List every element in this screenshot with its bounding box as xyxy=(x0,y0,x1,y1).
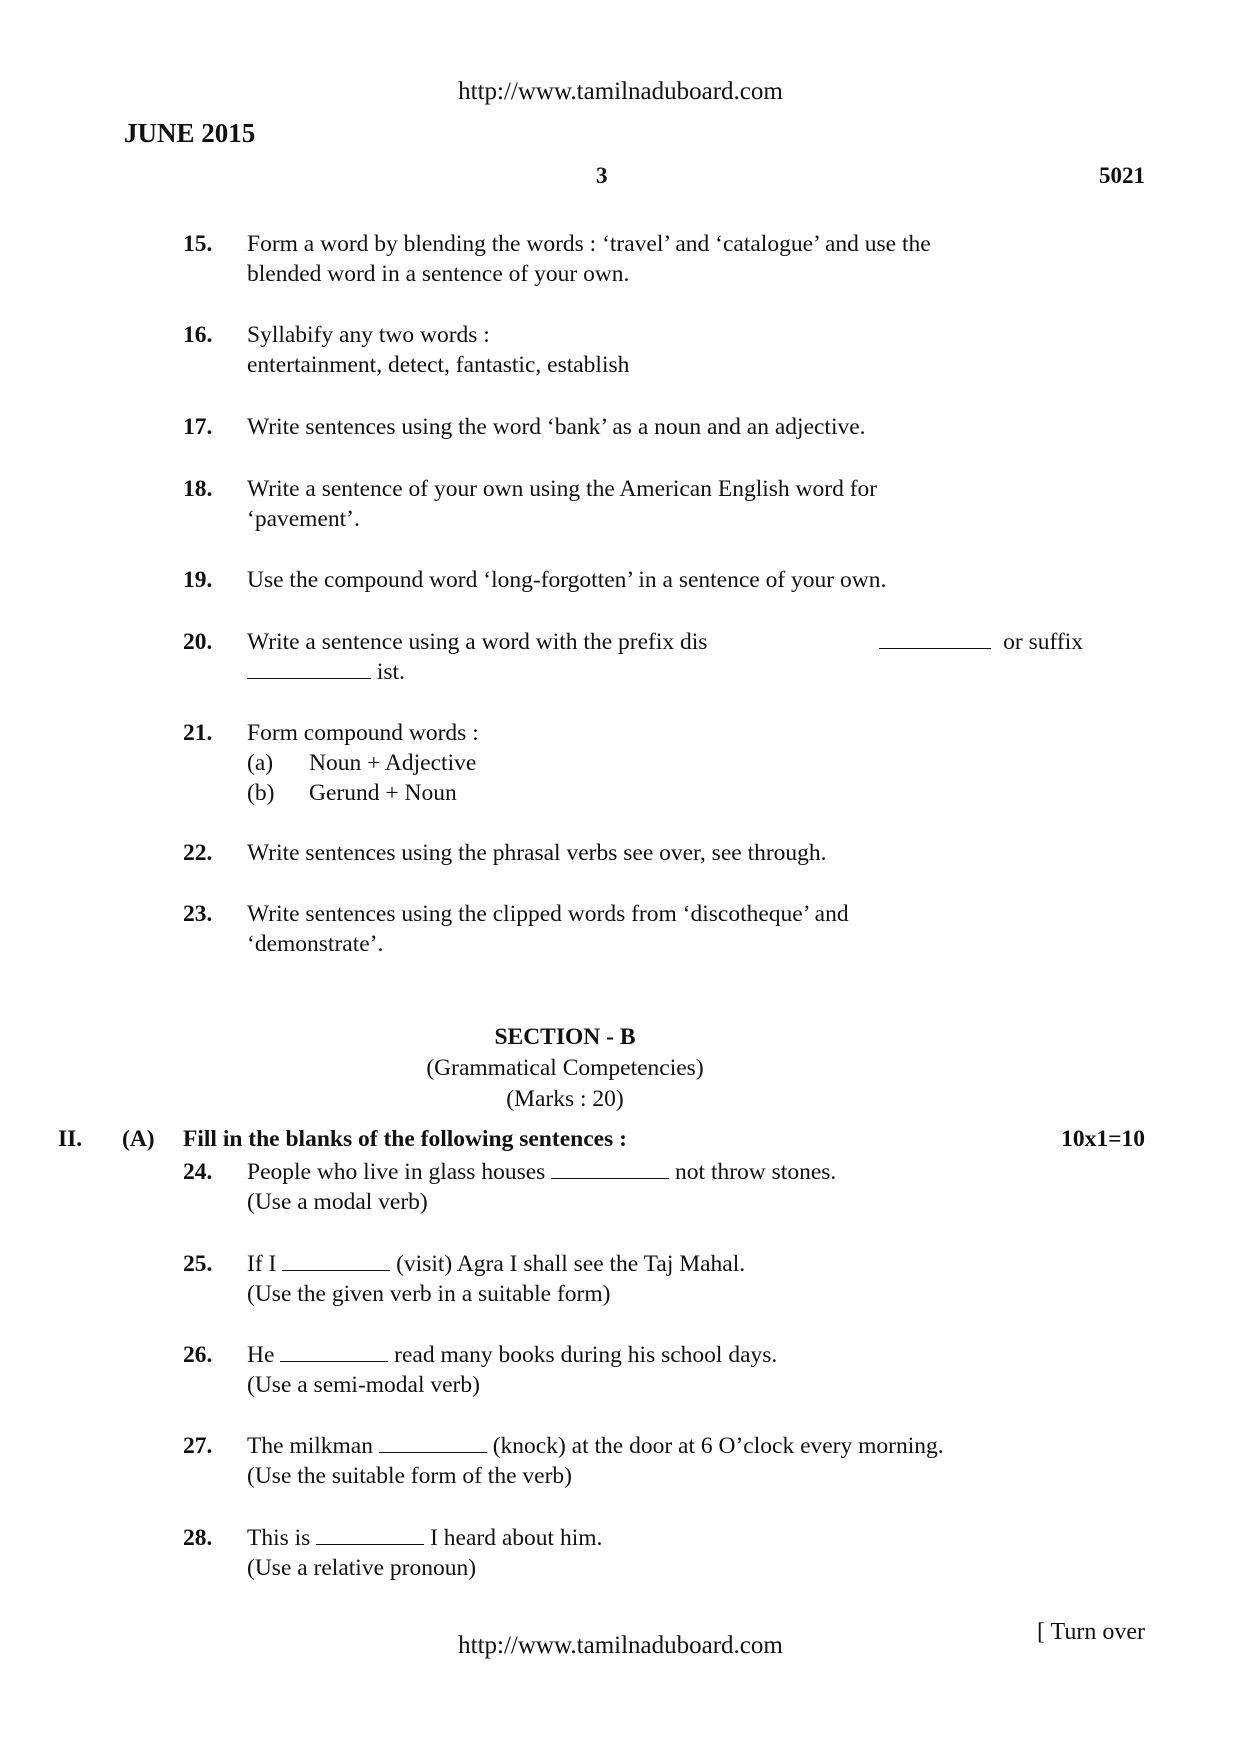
part-marks: 10x1=10 xyxy=(1061,1126,1145,1152)
sub-item xyxy=(247,748,1083,778)
part-label: (A) xyxy=(122,1126,155,1152)
footer-url: http://www.tamilnaduboard.com xyxy=(458,1632,783,1659)
question-line: (visit) Agra I shall see the Taj Mahal. xyxy=(396,1251,746,1277)
question-line: blended word in a sentence of your own. xyxy=(247,261,630,287)
question-hint: (Use the given verb in a suitable form) xyxy=(247,1281,611,1307)
question-number: 26. xyxy=(183,1342,213,1368)
question-17 xyxy=(183,412,1083,442)
question-number: 16. xyxy=(183,322,213,348)
sub-item-label: (b) xyxy=(247,780,275,806)
question-26 xyxy=(183,1340,1083,1400)
question-text xyxy=(247,718,1083,808)
answer-blank xyxy=(280,1341,388,1362)
question-number: 22. xyxy=(183,840,213,866)
question-line: ist. xyxy=(376,659,405,685)
sub-item-text: Gerund + Noun xyxy=(309,780,457,806)
question-text xyxy=(247,565,1083,595)
question-20 xyxy=(183,627,1083,687)
section-title: SECTION - B xyxy=(494,1024,636,1050)
question-line: He xyxy=(247,1342,275,1368)
question-number: 24. xyxy=(183,1159,213,1185)
question-line: The milkman xyxy=(247,1433,373,1459)
question-number: 19. xyxy=(183,567,213,593)
answer-blank xyxy=(879,628,991,649)
question-line: Syllabify any two words : xyxy=(247,322,490,348)
answer-blank xyxy=(316,1524,424,1545)
question-line: If I xyxy=(247,1251,277,1277)
part-instruction: Fill in the blanks of the following sentences : xyxy=(183,1126,627,1152)
section-marks: (Marks : 20) xyxy=(506,1086,624,1112)
sub-item-label: (a) xyxy=(247,750,274,776)
question-number: 28. xyxy=(183,1525,213,1551)
question-line: (knock) at the door at 6 O’clock every morning. xyxy=(492,1433,944,1459)
question-text xyxy=(247,474,1083,534)
header-url: http://www.tamilnaduboard.com xyxy=(458,78,783,105)
question-hint: (Use a relative pronoun) xyxy=(247,1555,477,1581)
question-line: Form a word by blending the words : ‘travel’ and ‘catalogue’ and use the xyxy=(247,231,931,257)
question-text xyxy=(247,1340,1083,1400)
question-16 xyxy=(183,320,1083,380)
answer-blank xyxy=(379,1432,487,1453)
question-number: 23. xyxy=(183,901,213,927)
question-line: People who live in glass houses xyxy=(247,1159,546,1185)
question-number: 20. xyxy=(183,629,213,655)
question-22 xyxy=(183,838,1083,868)
part-roman-numeral: II. xyxy=(58,1126,83,1152)
question-number: 17. xyxy=(183,414,213,440)
question-number: 21. xyxy=(183,720,213,746)
question-hint: (Use a semi-modal verb) xyxy=(247,1372,480,1398)
question-19 xyxy=(183,565,1083,595)
question-text xyxy=(247,627,1083,687)
question-15 xyxy=(183,229,1083,289)
paper-code: 5021 xyxy=(1099,163,1145,188)
answer-blank xyxy=(247,658,371,679)
exam-session: JUNE 2015 xyxy=(124,118,256,148)
question-line: ‘pavement’. xyxy=(247,506,360,532)
question-line: or suffix xyxy=(1003,629,1083,655)
answer-blank xyxy=(551,1158,669,1179)
question-18 xyxy=(183,474,1083,534)
question-28 xyxy=(183,1523,1083,1583)
question-text xyxy=(247,412,1083,442)
question-text xyxy=(247,1249,1083,1309)
question-line: Write sentences using the clipped words from ‘discotheque’ and xyxy=(247,901,849,927)
question-line: entertainment, detect, fantastic, establish xyxy=(247,352,630,378)
question-text xyxy=(247,899,1083,959)
question-text xyxy=(247,1431,1083,1491)
question-text xyxy=(247,320,1083,380)
section-subtitle: (Grammatical Competencies) xyxy=(426,1055,704,1081)
question-line: read many books during his school days. xyxy=(394,1342,778,1368)
question-27 xyxy=(183,1431,1083,1491)
question-text xyxy=(247,1523,1083,1583)
question-line: Form compound words : xyxy=(247,720,479,746)
question-text xyxy=(247,1157,1083,1217)
question-line: not throw stones. xyxy=(675,1159,837,1185)
question-25 xyxy=(183,1249,1083,1309)
question-text xyxy=(247,838,1083,868)
question-24 xyxy=(183,1157,1083,1217)
question-line: I heard about him. xyxy=(430,1525,603,1551)
sub-item xyxy=(247,778,1083,808)
question-line: Use the compound word ‘long-forgotten’ in a sentence of your own. xyxy=(247,567,887,593)
question-hint: (Use the suitable form of the verb) xyxy=(247,1463,572,1489)
question-hint: (Use a modal verb) xyxy=(247,1189,428,1215)
page-number: 3 xyxy=(596,163,608,188)
section-heading xyxy=(0,1022,1130,1115)
question-23 xyxy=(183,899,1083,959)
question-number: 25. xyxy=(183,1251,213,1277)
question-number: 15. xyxy=(183,231,213,257)
answer-blank xyxy=(282,1250,390,1271)
question-line: This is xyxy=(247,1525,311,1551)
question-line: Write a sentence of your own using the American English word for xyxy=(247,476,878,502)
sub-item-text: Noun + Adjective xyxy=(309,750,477,776)
question-line: Write a sentence using a word with the prefix dis xyxy=(247,629,708,655)
question-text xyxy=(247,229,1083,289)
question-line: Write sentences using the phrasal verbs see over, see through. xyxy=(247,840,827,866)
turn-over-note: [ Turn over xyxy=(1036,1619,1145,1645)
question-number: 27. xyxy=(183,1433,213,1459)
question-number: 18. xyxy=(183,476,213,502)
question-21 xyxy=(183,718,1083,808)
question-line: ‘demonstrate’. xyxy=(247,931,384,957)
question-line: Write sentences using the word ‘bank’ as a noun and an adjective. xyxy=(247,414,866,440)
